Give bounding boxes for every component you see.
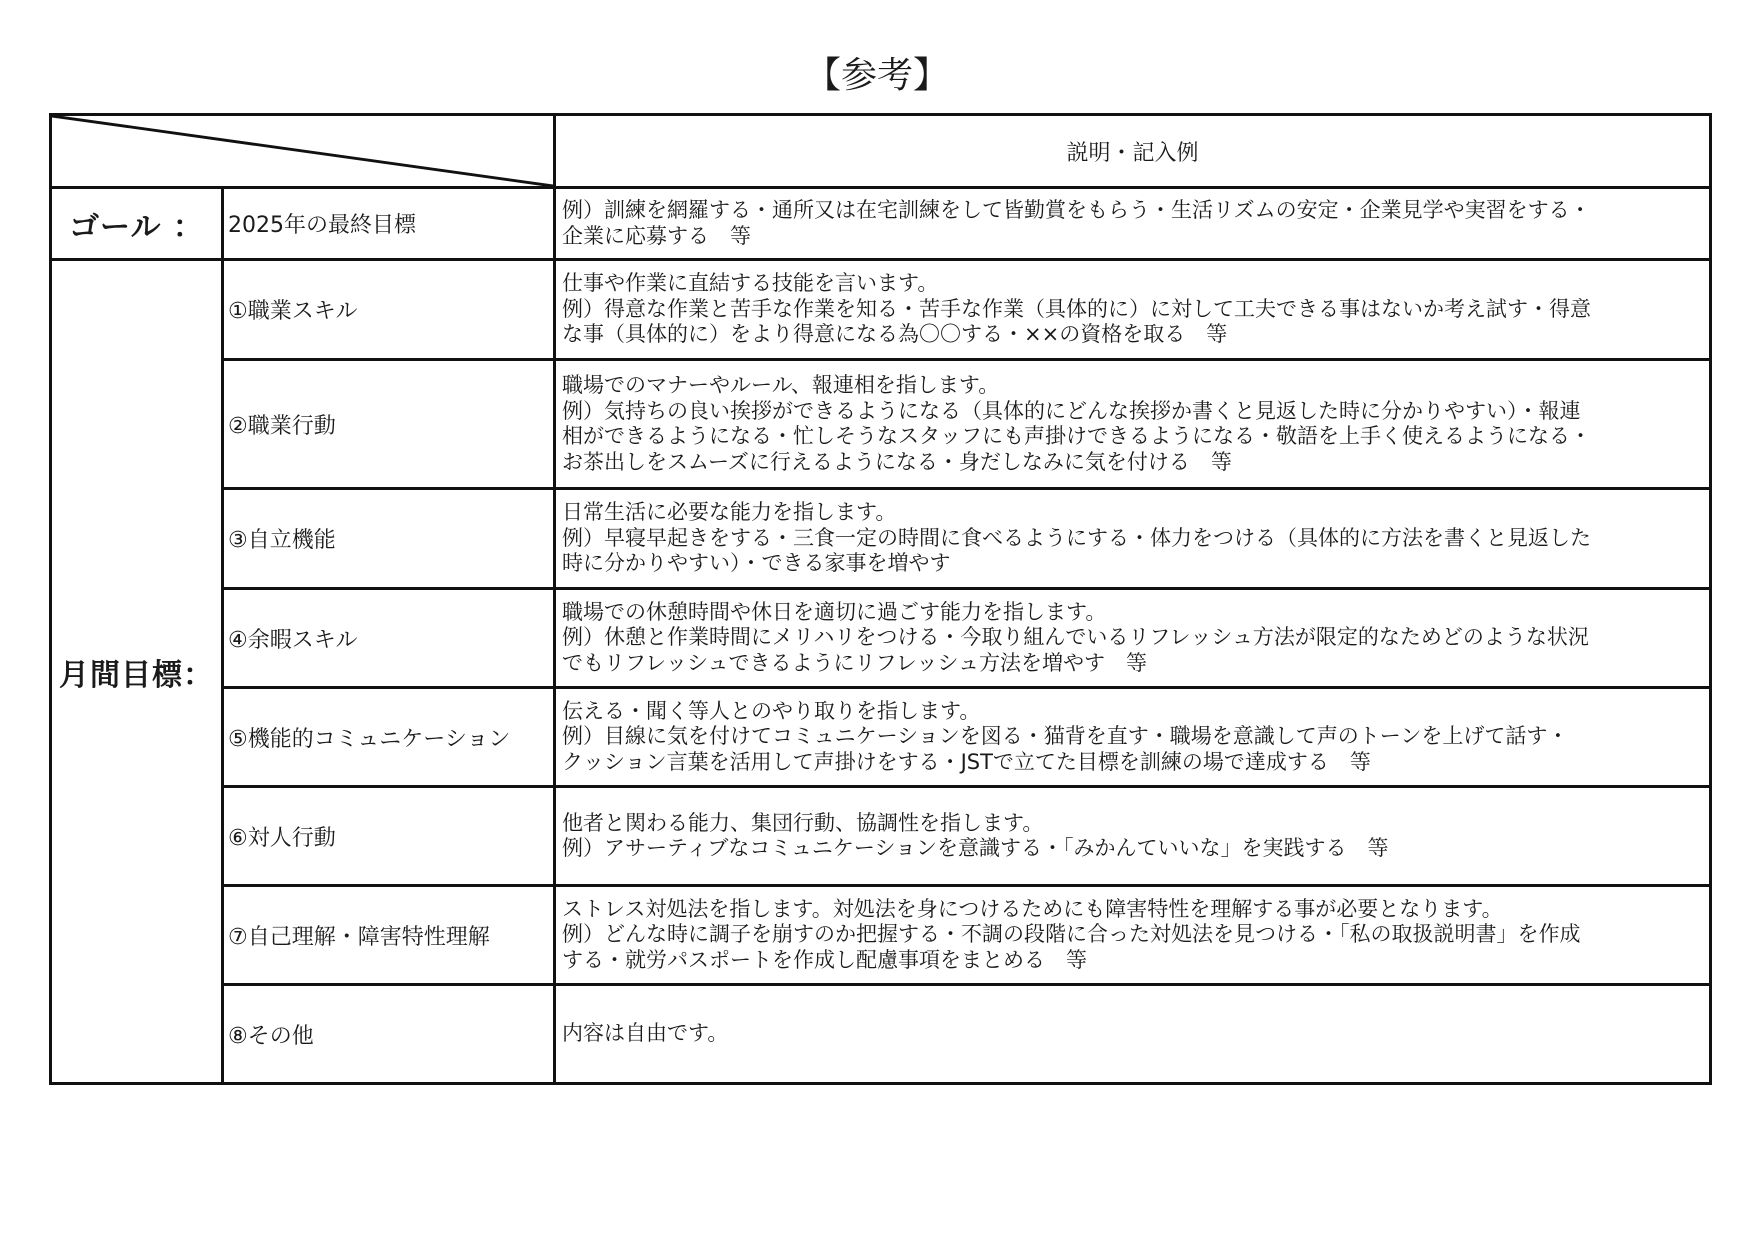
description-line: 仕事や作業に直結する技能を言います。 [562, 271, 939, 296]
monthly-item-name: ⑦自己理解・障害特性理解 [223, 886, 555, 985]
monthly-item-name: ②職業行動 [223, 360, 555, 489]
header-row [51, 115, 1711, 188]
description-line: 例）どんな時に調子を崩すのか把握する・不調の段階に合った対処法を見つける・「私の取扱説明書」を作成 [562, 922, 1581, 947]
description-line: お茶出しをスムーズに行えるようになる・身だしなみに気を付ける 等 [562, 449, 1232, 474]
description-line: 例）アサーティブなコミュニケーションを意識する・「みかんていいな」を実践する 等 [562, 836, 1389, 860]
monthly-item-name: ⑥対人行動 [223, 787, 555, 886]
monthly-row [51, 589, 1711, 688]
goal-row [51, 188, 1711, 260]
description-line: 例）早寝早起きをする・三食一定の時間に食べるようにする・体力をつける（具体的に方法を書くと見返した [562, 525, 1591, 550]
goal-description-line: 例）訓練を網羅する・通所又は在宅訓練をして皆勤賞をもらう・生活リズムの安定・企業見学や実習をする・ [562, 198, 1591, 222]
monthly-item-name: ①職業スキル [223, 260, 555, 360]
description-line: 職場でのマナーやルール、報連相を指します。 [562, 373, 1000, 397]
goal-label: ゴール ： [51, 188, 223, 260]
monthly-item-description [555, 360, 1711, 489]
description-line: 伝える・聞く等人とのやり取りを指します。 [562, 698, 981, 723]
description-line: 例）得意な作業と苦手な作業を知る・苦手な作業（具体的に）に対して工夫できる事はないか考え試す・得意 [562, 296, 1591, 321]
monthly-row [51, 985, 1711, 1084]
description-line: 例）気持ちの良い挨拶ができるようになる（具体的にどんな挨拶か書くと見返した時に分かりやすい）・報連 [562, 398, 1581, 423]
description-line: な事（具体的に）をより得意になる為〇〇する・××の資格を取る 等 [562, 322, 1228, 347]
reference-table [49, 113, 1712, 1085]
monthly-row [51, 489, 1711, 589]
description-line: 例）目線に気を付けてコミュニケーションを図る・猫背を直す・職場を意識して声のトーンを上げて話す・ [562, 724, 1569, 749]
page-title: 【参考】 [804, 55, 949, 96]
monthly-row [51, 886, 1711, 985]
monthly-item-description [555, 489, 1711, 589]
goal-description-line: 企業に応募する 等 [562, 223, 751, 248]
monthly-item-description [555, 688, 1711, 787]
monthly-row [51, 688, 1711, 787]
monthly-label: 月間目標： [51, 260, 223, 1084]
description-line: 他者と関わる能力、集団行動、協調性を指します。 [562, 810, 1044, 835]
monthly-item-description [555, 589, 1711, 688]
description-line: ストレス対処法を指します。対処法を身につけるためにも障害特性を理解する事が必要となります。 [562, 896, 1503, 921]
description-line: クッション言葉を活用して声掛けをする・JSTで立てた目標を訓練の場で達成する 等 [562, 749, 1371, 774]
goal-description [555, 188, 1711, 260]
goal-name: 2025年の最終目標 [223, 188, 555, 260]
description-line: 職場での休憩時間や休日を適切に過ごす能力を指します。 [562, 599, 1107, 624]
monthly-item-name: ④余暇スキル [223, 589, 555, 688]
description-line: 内容は自由です。 [562, 1021, 729, 1046]
description-line: 日常生活に必要な能力を指します。 [562, 500, 897, 525]
monthly-row [51, 787, 1711, 886]
monthly-item-name: ⑤機能的コミュニケーション [223, 688, 555, 787]
monthly-item-description [555, 787, 1711, 886]
description-line: 相ができるようになる・忙しそうなスタッフにも声掛けできるようになる・敬語を上手く使えるようになる・ [562, 424, 1591, 448]
monthly-item-description [555, 985, 1711, 1084]
monthly-item-name: ③自立機能 [223, 489, 555, 589]
description-line: する・就労パスポートを作成し配慮事項をまとめる 等 [562, 947, 1087, 972]
description-header: 説明・記入例 [555, 115, 1711, 188]
monthly-item-description [555, 886, 1711, 985]
diagonal-line [52, 116, 553, 186]
monthly-row [51, 360, 1711, 489]
monthly-row [51, 260, 1711, 360]
description-line: でもリフレッシュできるようにリフレッシュ方法を増やす 等 [562, 650, 1148, 675]
description-line: 例）休憩と作業時間にメリハリをつける・今取り組んでいるリフレッシュ方法が限定的なためどのような状況 [562, 625, 1589, 650]
monthly-item-description [555, 260, 1711, 360]
monthly-item-name: ⑧その他 [223, 985, 555, 1084]
description-line: 時に分かりやすい）・できる家事を増やす [562, 551, 951, 576]
diagonal-corner-cell [51, 115, 555, 188]
